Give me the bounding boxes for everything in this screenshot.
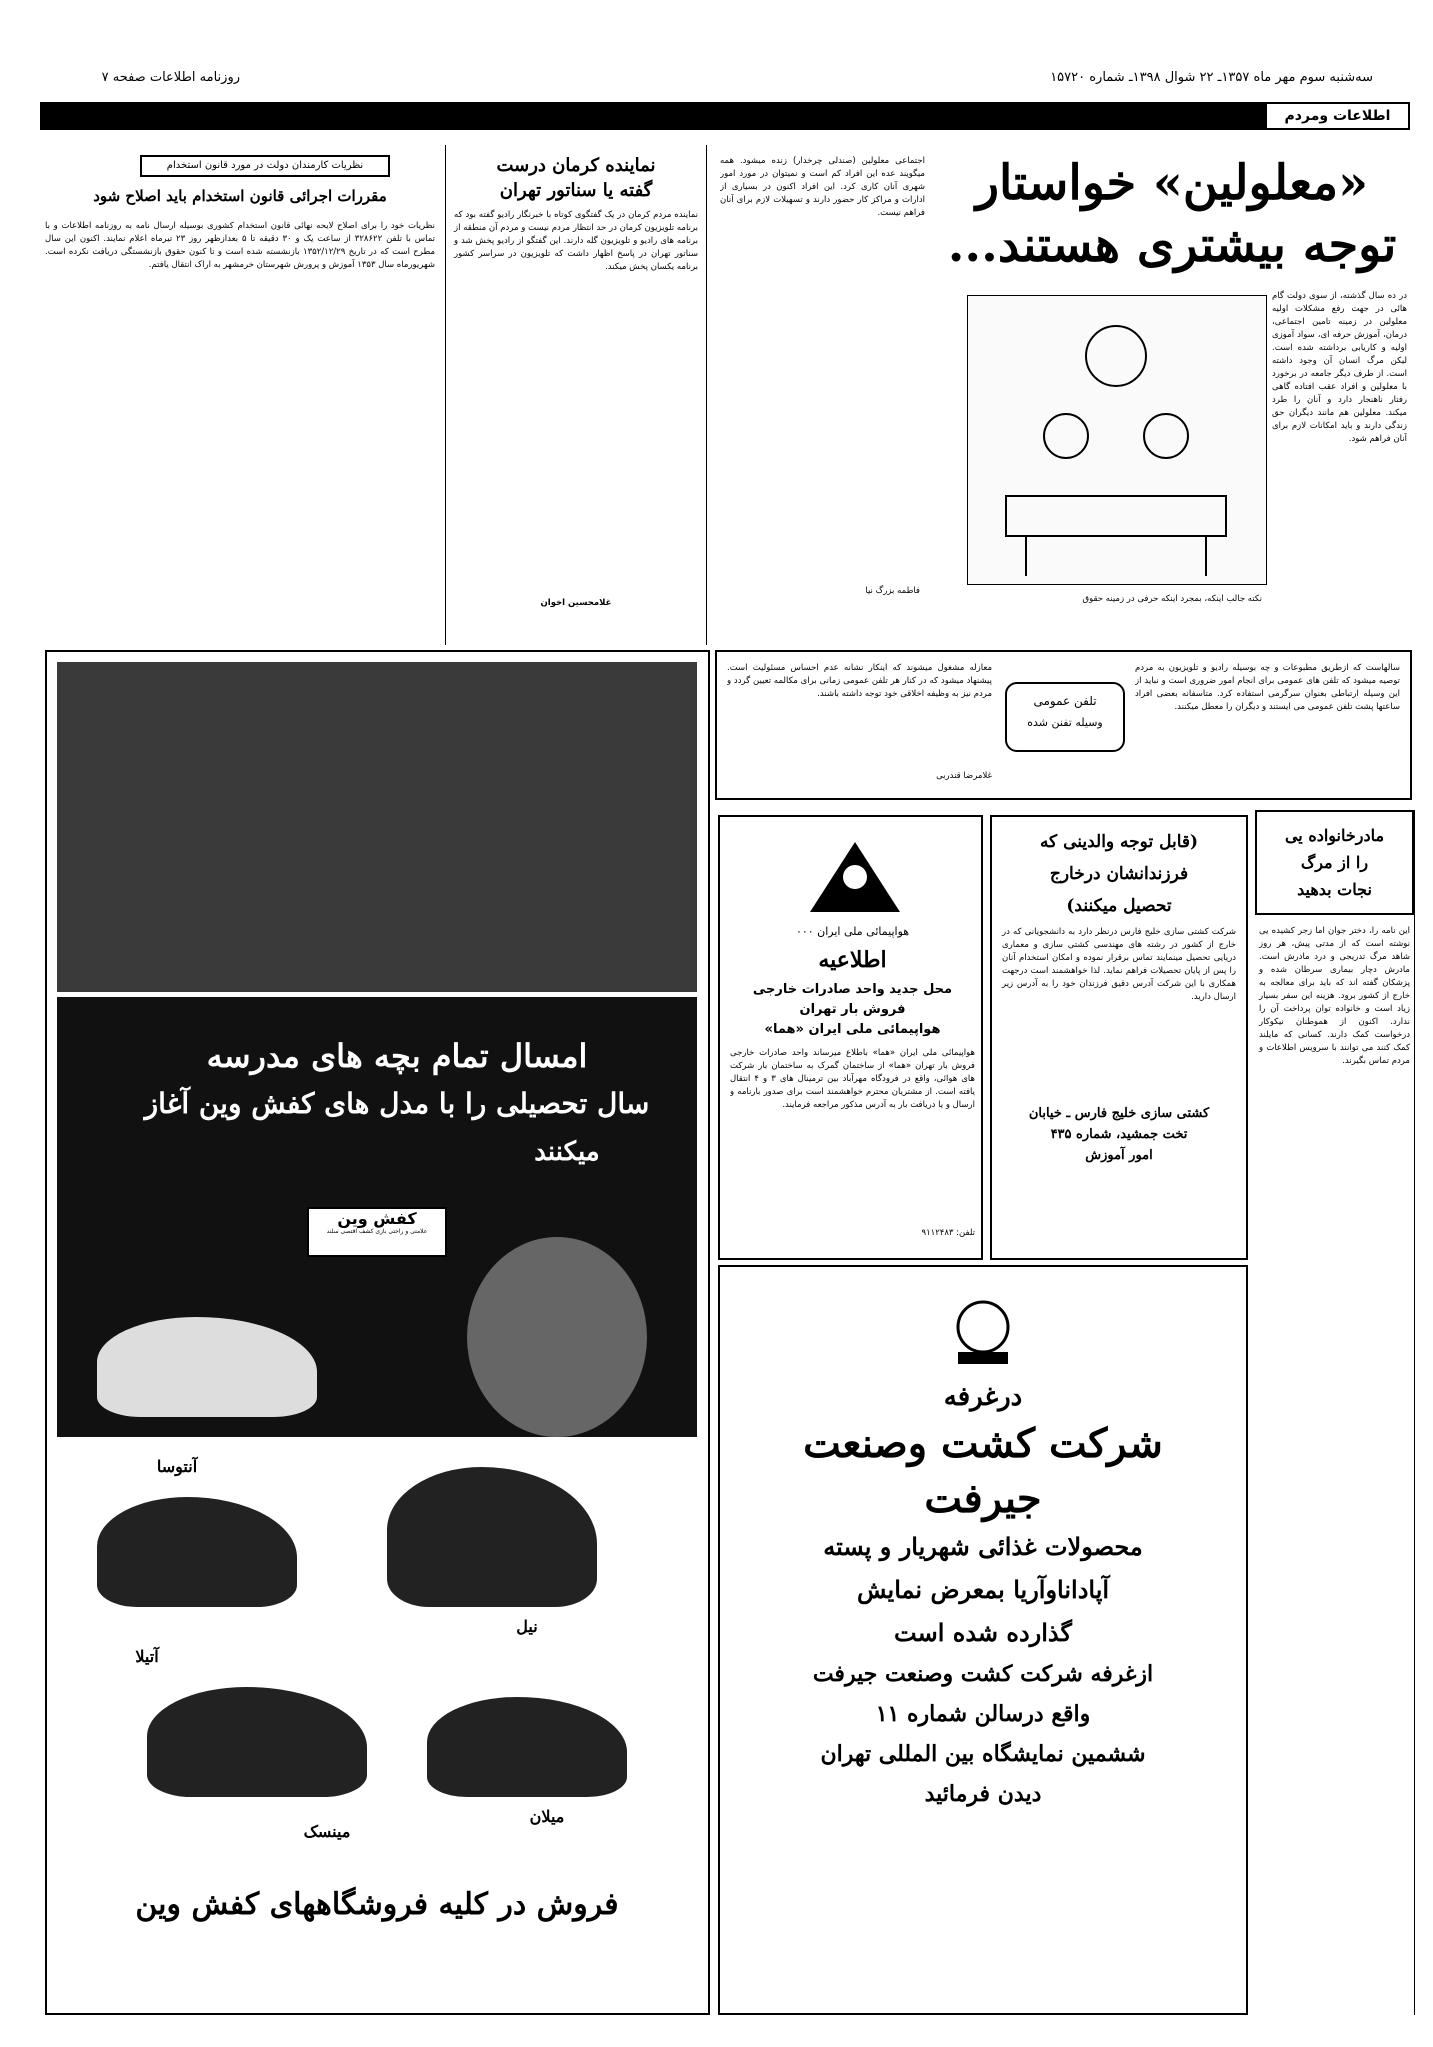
headline-kerman-1: نماینده کرمان درست — [496, 155, 656, 176]
section-bar — [40, 102, 1410, 130]
illustration-hospital — [967, 295, 1267, 585]
model-nil: نیل — [516, 1617, 538, 1636]
headline-kerman-2: گفته یا سناتور تهران — [499, 180, 653, 201]
iranair-title: اطلاعیه — [818, 947, 887, 973]
section-label: اطلاعات ومردم — [1265, 102, 1410, 130]
date-line: سه‌شنبه سوم مهر ماه ۱۳۵۷ـ ۲۲ شوال ۱۳۹۸ـ شماره ۱۵۷۲۰ — [1050, 70, 1373, 85]
model-antosa: آنتوسا — [156, 1457, 198, 1476]
model-minsk: مینسک — [303, 1822, 351, 1841]
jiroft-line-5: آپاداناوآریا بمعرض نمایش — [856, 1575, 1110, 1604]
shipyard-address-2: تخت جمشید، شماره ۴۳۵ — [1050, 1127, 1188, 1142]
phone-title: تلفن عمومی — [1033, 694, 1097, 708]
shipyard-body: شرکت کشتی سازی خلیج فارس درنظر دارد به دانشجویانی که در خارج از کشور در رشته های مهندسی کشتی سازی و معماری دریایی تحصیل مینمایند تماس برقرار نموده و امکان استخدام آنان را پس از پایان تحصیلات فراهم نماید. لذا خواهشمند است درجهت همکاری با این شرکت آدرس دقیق فرزندان خود را به آدرس زیر ارسال دارید. — [1002, 927, 1236, 1002]
headline-disabled-1: «معلولین» خواستار — [975, 155, 1369, 211]
shoe-nil-image — [387, 1467, 597, 1607]
shoe-milan-image — [427, 1697, 627, 1797]
shipyard-headline-3: تحصیل میکنند) — [1066, 896, 1172, 916]
iranair-body: هواپیمائی ملی ایران «هما» باطلاع میرساند واحد صادرات خارجی فروش بار تهران «هما» از ساختمان گمرک به ساختمان بار شرکت های هوائی، واقع در فرودگاه مهرآباد بین ترمینال های ۳ و ۴ انتقال یافته است. از مشتریان محترم خواهشمند است برای صدور بارنامه و ارسال و یا دریافت بار به آدرس مذکور مراجعه فرمایند. — [730, 1048, 975, 1110]
jiroft-line-1: درغرفه — [943, 1382, 1023, 1412]
jiroft-line-7: ازغرفه شرکت کشت وصنعت جیرفت — [812, 1661, 1154, 1687]
brand-tagline: علامتی و راحتی بازی کشف اقتصی سلند — [326, 1228, 428, 1235]
page-number-label: روزنامه اطلاعات صفحه ۷ — [101, 70, 240, 85]
shoe-models — [57, 1447, 697, 1877]
jiroft-line-9: ششمین نمایشگاه بین المللی تهران — [820, 1741, 1146, 1767]
article-kerman-body: نماینده مردم کرمان در یک گفتگوی کوتاه با خبرنگار رادیو گفته بود که برنامه تلویزیون کرمان در حد انتظار مردم نیست و مردم آن منطقه از برنامه های رادیو و تلویزیون گله دارند. این گفتگو از رادیو پخش شد و سناتور تهران در پاسخ اظهار داشت که تلویزیون در سراسر کشور برنامه یکسان پخش میکند. — [454, 210, 698, 272]
shipyard-address-1: کشتی سازی خلیج فارس ـ خیابان — [1028, 1106, 1210, 1121]
article-author: فاطمه بزرگ نیا — [865, 586, 920, 596]
jiroft-line-4: محصولات غذائی شهریار و پسته — [823, 1532, 1143, 1561]
model-atila: آتیلا — [135, 1647, 159, 1666]
jiroft-line-8: واقع درسالن شماره ۱۱ — [875, 1701, 1091, 1727]
shoe-antosa-image — [97, 1497, 297, 1607]
boxed-label: نظریات کارمندان دولت در مورد قانون استخدام — [140, 155, 390, 177]
article-body-1: در ده سال گذشته، از سوی دولت گام هائی در جهت رفع مشکلات اولیه معلولین در زمینه تامین اجتماعی، درمان، آموزش حرفه ای، سواد آموزی اولیه و کاریابی برداشته شده است. لیکن مرگ انسان آن وجود داشته است. از طرف دیگر جامعه در برخورد با معلولین و افراد عقب افتاده گاهی رفتار ناهنجار دارد و آنان را طرد میکند. معلولین هم مانند دیگران حق زندگی دارند و باید امکانات لازم برای آنان فراهم شود. — [1272, 291, 1407, 444]
article-disabled — [715, 145, 1412, 645]
shipyard-headline-1: (قابل توجه والدینی که — [1039, 832, 1199, 852]
article-kerman-author: غلامحسین اخوان — [540, 598, 612, 608]
featured-shoe-image — [97, 1317, 317, 1417]
homa-logo — [800, 832, 910, 922]
iranair-sub-3: هواپیمائی ملی ایران «هما» — [764, 1022, 941, 1037]
mother-headline-1: مادرخانواده یی — [1284, 826, 1385, 845]
article-employment-body: نظریات خود را برای اصلاح لایحه نهائی قانون استخدام کشوری بوسیله ارسال نامه به روزنامه اطلاعات و با تماس با تلفن ۳۲۸۶۲۲ از ساعت یک و ۳۰ دقیقه تا ۵ بعدازظهر روز ۲۳ تیرماه اعلام نمایند. اکنون این سال مطرح است که در تاریخ ۱۳۵۲/۱۲/۲۹ بازنشسته شده است و تا کنون حقوق بازنشستگی دریافت نکرده است. شهریورماه سال ۱۳۵۳ آموزش و پرورش شهرستان خرمشهر به اراک انتقال یافتم. — [45, 221, 435, 270]
article-mother — [1255, 810, 1415, 2015]
article-kerman — [445, 145, 707, 645]
mother-headline-3: نجات بدهید — [1297, 880, 1372, 899]
ad-iranair — [718, 815, 983, 1260]
ad-shipyard — [990, 815, 1248, 1260]
shipyard-department: امور آموزش — [1085, 1148, 1153, 1163]
classroom-photo — [57, 662, 697, 992]
mother-body: این نامه را، دختر جوان اما زجر کشیده یی نوشته است که از مدتی پیش، هر روز شاهد مرگ تدریجی و درد مادرش است. مادرش دچار بیماری سرطان شده و پزشکان گفته اند که باید برای معالجه به خارج از کشور برود. هزینه این سفر بسیار زیاد است و خانواده توان پرداخت آن را ندارد. اکنون از هموطنان نیکوکار درخواست کمک دارند. کسانی که مایلند کمک کنند می توانند با سرویس اطلاعات و مردم تماس بگیرند. — [1259, 926, 1410, 1066]
headline-disabled-2: توجه بیشتری هستند... — [947, 217, 1397, 273]
shipyard-headline-2: فرزندانشان درخارج — [1049, 864, 1189, 884]
shoe-minsk-image — [147, 1687, 367, 1797]
article-employment — [40, 145, 440, 645]
jiroft-line-2: شرکت کشت وصنعت — [803, 1420, 1163, 1467]
slogan-line-1: امسال تمام بچه های مدرسه — [206, 1037, 588, 1075]
jiroft-line-3: جیرفت — [924, 1475, 1042, 1522]
illustration-caption: نکته جالب اینکه، بمجرد اینکه حرفی در زمینه حقوق — [1082, 594, 1262, 604]
article-public-phone — [715, 650, 1412, 800]
slogan-line-2: سال تحصیلی را با مدل های کفش وین آغاز — [144, 1087, 650, 1120]
chalkboard-photo — [57, 997, 697, 1437]
phone-subtitle: وسیله تفنن شده — [1027, 716, 1103, 729]
jiroft-logo — [943, 1292, 1023, 1372]
homa-logo-text: هواپیمائی ملی ایران ۰۰۰ — [795, 925, 910, 938]
mother-headline-box — [1255, 810, 1414, 915]
slogan-line-3: میکنند — [534, 1137, 600, 1167]
brand-badge — [307, 1207, 447, 1257]
ad-kafsh-vin — [45, 650, 710, 2015]
phone-author: غلامرضا قندربی — [936, 771, 992, 781]
brand-name: کفش وین — [337, 1209, 417, 1228]
iranair-sub-1: محل جدید واحد صادرات خارجی — [752, 982, 953, 997]
phone-title-box — [1005, 682, 1125, 752]
ad-footer: فروش در کلیه فروشگاههای کفش وین — [135, 1887, 619, 1922]
phone-body-left: معازله مشغول میشوند که اینکار نشانه عدم احساس مسئولیت است. پیشنهاد میشود که در کنار هر تلفن عمومی زمانی برای مکالمه تعیین گردد و مردم نیز به وظیفه اخلاقی خود توجه داشته باشند. — [727, 663, 992, 699]
article-intro: اجتماعی معلولین (صندلی چرخدار) زنده میشود. همه میگویند عده این افراد کم است و نمیتوان در مورد امور شهری آنان کاری کرد. این افراد اکنون در بسیاری از ادارات و مراکز کار حضور دارند و تسهیلات لازم برای آنان فراهم نیست. — [720, 156, 925, 218]
ad-jiroft — [718, 1265, 1248, 2015]
model-milan: میلان — [529, 1807, 565, 1826]
iranair-phone: تلفن: ۹۱۱۲۴۸۳ — [921, 1228, 975, 1238]
phone-body-right: سالهاست که ازطریق مطبوعات و چه بوسیله رادیو و تلویزیون به مردم توصیه میشود که تلفن های عمومی برای انجام امور ضروری است و نباید از این وسیله ارتباطی بعنوان سرگرمی استفاده کرد. متاسفانه بعضی افراد ساعتها پشت تلفن عمومی می ایستند و دیگران را معطل میکنند. — [1135, 663, 1400, 712]
headline-employment: مقررات اجرائی قانون استخدام باید اصلاح شود — [93, 187, 387, 205]
jiroft-line-6: گذارده شده است — [894, 1618, 1072, 1647]
mother-headline-2: را از مرگ — [1300, 853, 1369, 872]
girl-photo — [467, 1237, 647, 1437]
jiroft-line-10: دیدن فرمائید — [924, 1781, 1042, 1807]
iranair-sub-2: فروش بار تهران — [799, 1002, 906, 1017]
